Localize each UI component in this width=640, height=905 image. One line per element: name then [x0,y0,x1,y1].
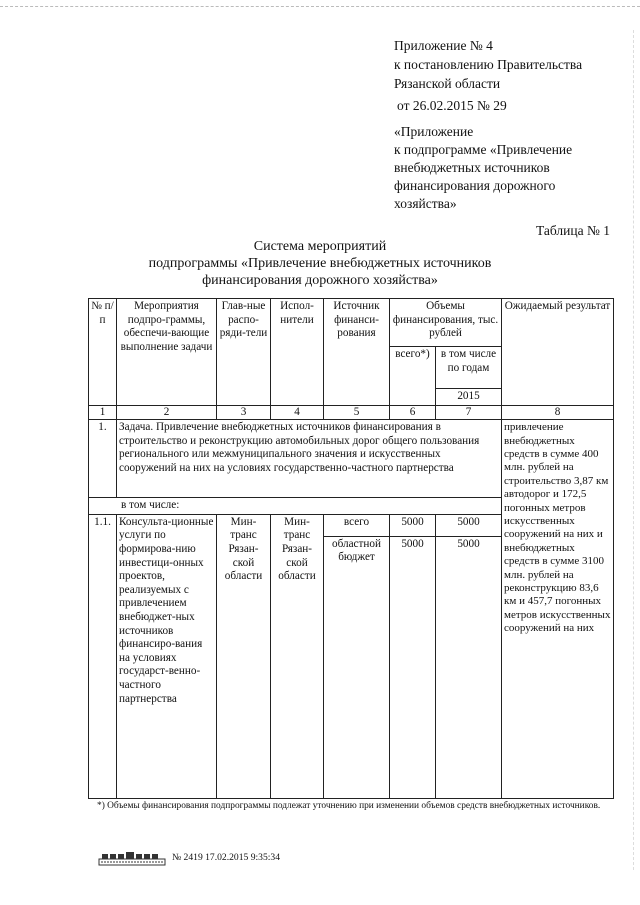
header-no: № п/п [89,299,117,406]
source-total-2015: 5000 [436,514,502,536]
header-source: Источник финанси-рования [324,299,390,406]
seal-icon [98,850,166,866]
header-chief: Глав-ные распо-ряди-тели [217,299,271,406]
source-regional-amount: 5000 [390,536,436,798]
ref-line-1: «Приложение [394,124,474,139]
col-num-1: 1 [89,405,117,420]
col-num-5: 5 [324,405,390,420]
table-label: Таблица № 1 [536,223,610,238]
row1-number: 1. [89,420,117,498]
row11-number: 1.1. [89,514,117,798]
including-label: в том числе: [89,498,502,515]
appendix-date: от 26.02.2015 № 29 [397,98,507,113]
source-total-amount: 5000 [390,514,436,536]
ref-line-5: хозяйства» [394,196,457,211]
row11-chief: Мин-транс Рязан-ской области [217,514,271,798]
header-executor: Испол-нители [271,299,324,406]
col-num-6: 6 [390,405,436,420]
measures-table [88,298,614,799]
row11-measure: Консульта-ционные услуги по формирова-нию инвестици-онных проектов, реализуемых с привлечением внебюджет-ных источников финансиро-вания на условиях государст-венно-частного партнерства [117,514,217,798]
footnote: *) Объемы финансирования подпрограммы подлежат уточнению при изменении объемов средств внебюджетных источников. [97,801,601,811]
source-regional-2015: 5000 [436,536,502,798]
appendix-number: Приложение № 4 [394,38,493,53]
source-regional: областной бюджет [324,536,390,798]
header-year: 2015 [436,389,502,406]
col-num-8: 8 [502,405,614,420]
row11-executor: Мин-транс Рязан-ской области [271,514,324,798]
header-total: всего*) [390,347,436,406]
col-num-4: 4 [271,405,324,420]
header-including: в том числе по годам [436,347,502,389]
appendix-resolution: к постановлению Правительства [394,57,583,72]
page-title-2: подпрограммы «Привлечение внебюджетных источников [148,256,492,271]
col-num-2: 2 [117,405,217,420]
header-measure: Мероприятия подпро-граммы, обеспечи-вающие выполнение задачи [117,299,217,406]
task-text: Задача. Привлечение внебюджетных источников финансирования в строительство и реконструкцию автомобильных дорог общего пользования регионального или межмуниципального значения и искусственных сооружений на них на условиях государственно-частного партнерства [117,420,502,498]
header-result: Ожидаемый результат [502,299,614,406]
col-num-3: 3 [217,405,271,420]
registration-number: № 2419 17.02.2015 9:35:34 [172,852,281,863]
scan-edge-dash [0,6,640,7]
ref-line-4: финансирования дорожного [394,178,556,193]
appendix-region: Рязанской области [394,76,501,91]
page-title-1: Система мероприятий [253,239,387,254]
ref-line-2: к подпрограмме «Привлечение [394,142,573,157]
page-title-3: финансирования дорожного хозяйства» [202,273,438,288]
source-total: всего [324,514,390,536]
scan-edge-right [633,30,634,870]
header-volume: Объемы финансирования, тыс. рублей [390,299,502,347]
col-num-7: 7 [436,405,502,420]
expected-result: привлечение внебюджетных средств в сумме 400 млн. рублей на строительство 3,87 км автодорог и 172,5 погонных метров искусственных сооружений на них и внебюджетных средств в сумме 3100 млн. рублей на реконструкцию 83,6 км и 457,7 погонных метров искусственных сооружений на них [502,420,614,799]
ref-line-3: внебюджетных источников [394,160,550,175]
